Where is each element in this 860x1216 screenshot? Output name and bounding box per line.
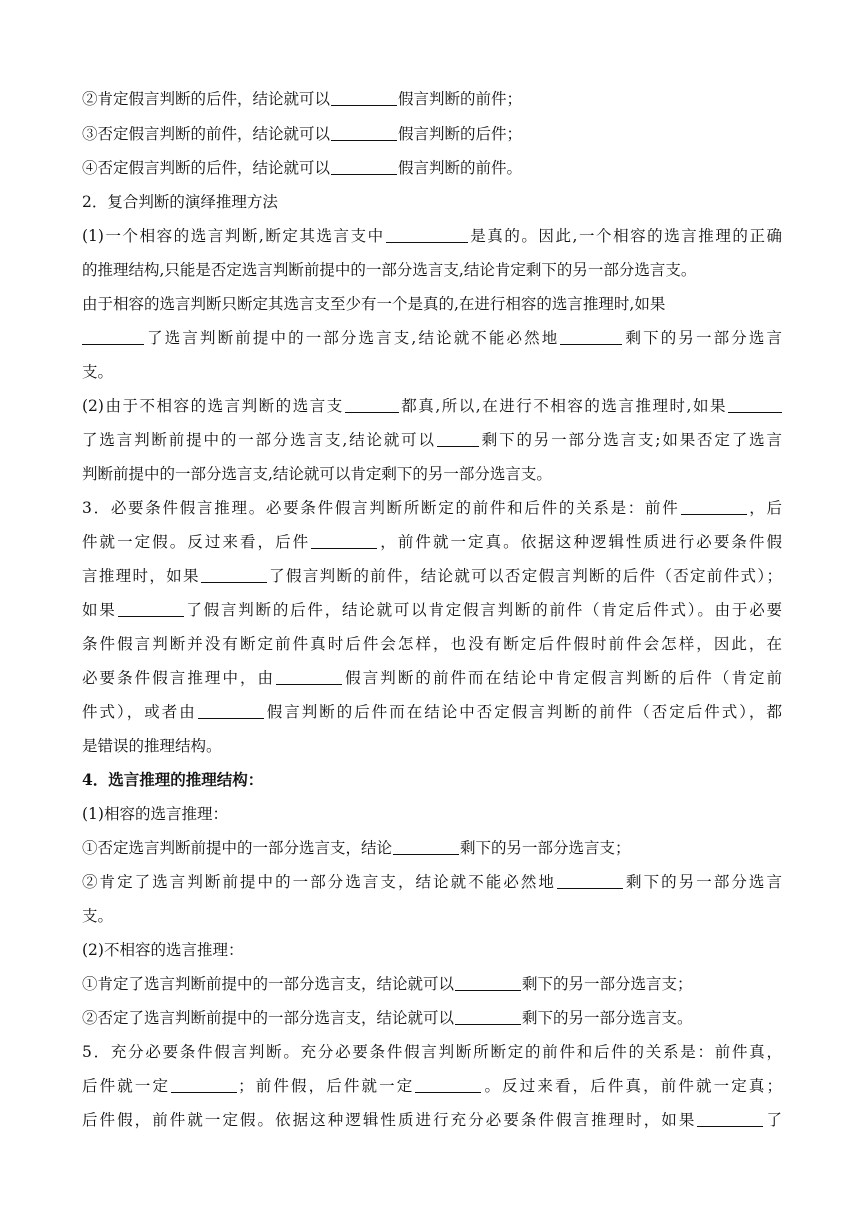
text-line: 必要条件假言推理中，由 假言判断的前件而在结论中肯定假言判断的后件（肯定前 [82, 669, 782, 687]
answer-blank[interactable] [331, 126, 397, 141]
text-line: ②肯定了选言判断前提中的一部分选言支，结论就不能必然地 剩下的另一部分选言 [82, 873, 782, 891]
text-line: 的推理结构,只能是否定选言判断前提中的一部分选言支,结论肯定剩下的另一部分选言支。 [82, 261, 697, 279]
text-line: 5．充分必要条件假言判断。充分必要条件假言判断所断定的前件和后件的关系是：前件真， [82, 1043, 782, 1061]
text-line: ④否定假言判断的后件，结论就可以 假言判断的前件。 [82, 159, 523, 177]
text-line: 支。 [82, 907, 114, 925]
text-line: 判断前提中的一部分选言支,结论就可以肯定剩下的另一部分选言支。 [82, 465, 552, 483]
answer-blank[interactable] [437, 432, 479, 447]
text-line: 件就一定假。反过来看，后件 ，前件就一定真。依据这种逻辑性质进行必要条件假 [82, 533, 782, 551]
answer-blank[interactable] [345, 398, 399, 413]
answer-blank[interactable] [728, 398, 782, 413]
answer-blank[interactable] [118, 602, 184, 617]
answer-blank[interactable] [82, 330, 144, 345]
text-line: 如果 了假言判断的后件，结论就可以肯定假言判断的前件（肯定后件式）。由于必要 [82, 601, 782, 619]
answer-blank[interactable] [198, 704, 264, 719]
text-line: 由于相容的选言判断只断定其选言支至少有一个是真的,在进行相容的选言推理时,如果 [82, 295, 666, 313]
answer-blank[interactable] [201, 568, 267, 583]
answer-blank[interactable] [681, 500, 747, 515]
text-line: ①肯定了选言判断前提中的一部分选言支，结论就可以 剩下的另一部分选言支； [82, 975, 693, 993]
text-line: 3．必要条件假言推理。必要条件假言判断所断定的前件和后件的关系是：前件 ，后 [82, 499, 782, 517]
text-line: ②肯定假言判断的后件，结论就可以 假言判断的前件； [82, 90, 523, 108]
answer-blank[interactable] [455, 1010, 521, 1025]
text-line: (1)相容的选言推理： [82, 805, 228, 823]
text-line: 了选言判断前提中的一部分选言支,结论就可以 剩下的另一部分选言支;如果否定了选言 [82, 431, 782, 449]
text-line: 后件假，前件就一定假。依据这种逻辑性质进行充分必要条件假言推理时，如果 了 [82, 1111, 782, 1129]
text-line: (2)不相容的选言推理： [82, 941, 244, 959]
answer-blank[interactable] [276, 670, 342, 685]
answer-blank[interactable] [393, 840, 459, 855]
answer-blank[interactable] [415, 1078, 481, 1093]
text-line: 条件假言判断并没有断定前件真时后件会怎样，也没有断定后件假时前件会怎样，因此，在 [82, 635, 782, 653]
section-heading: 2．复合判断的演绎推理方法 [82, 193, 278, 211]
answer-blank[interactable] [560, 330, 622, 345]
text-line: (2)由于不相容的选言判断的选言支 都真,所以,在进行不相容的选言推理时,如果 [82, 396, 782, 416]
answer-blank[interactable] [331, 91, 397, 106]
answer-blank[interactable] [455, 976, 521, 991]
answer-blank[interactable] [386, 228, 468, 243]
text-line: 言推理时，如果 了假言判断的前件，结论就可以否定假言判断的后件（否定前件式）； [82, 567, 782, 585]
text-line: 后件就一定 ；前件假，后件就一定 。反过来看，后件真，前件就一定真； [82, 1077, 782, 1095]
text-line: 是错误的推理结构。 [82, 737, 222, 755]
answer-blank[interactable] [311, 534, 377, 549]
text-line: (1)一个相容的选言判断,断定其选言支中 是真的。因此,一个相容的选言推理的正确 [82, 227, 782, 245]
text-line: ②否定了选言判断前提中的一部分选言支，结论就可以 剩下的另一部分选言支。 [82, 1009, 693, 1027]
text-line: 件式），或者由 假言判断的后件而在结论中否定假言判断的前件（否定后件式），都 [82, 703, 782, 721]
text-line: ①否定选言判断前提中的一部分选言支，结论 剩下的另一部分选言支； [82, 839, 631, 857]
answer-blank[interactable] [171, 1078, 237, 1093]
text-line: 支。 [82, 363, 114, 381]
section-heading: 4．选言推理的推理结构： [82, 770, 264, 789]
text-line: 了选言判断前提中的一部分选言支,结论就不能必然地 剩下的另一部分选言 [82, 328, 782, 348]
text-line: ③否定假言判断的前件，结论就可以 假言判断的后件； [82, 125, 523, 143]
answer-blank[interactable] [697, 1112, 763, 1127]
answer-blank[interactable] [331, 160, 397, 175]
answer-blank[interactable] [557, 874, 623, 889]
